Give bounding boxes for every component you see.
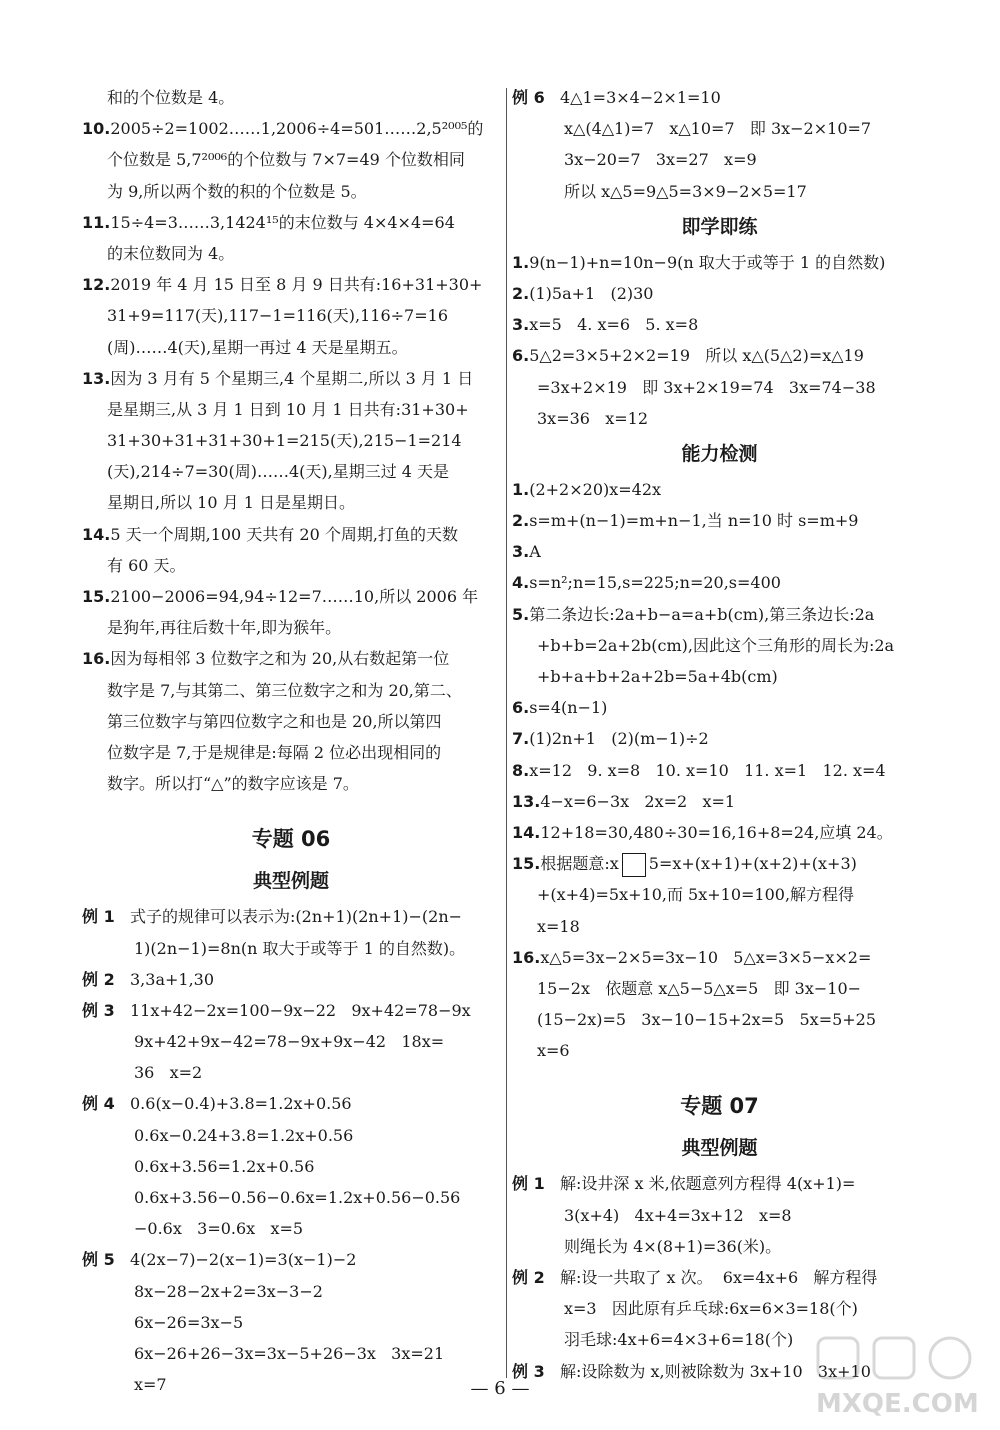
answer-line xyxy=(512,247,927,278)
example-line xyxy=(82,1213,500,1244)
example-line xyxy=(82,933,500,964)
line-text: x=7 xyxy=(134,1375,167,1395)
line-text: 3,3a+1,30 xyxy=(130,969,215,989)
item-number: 8. xyxy=(512,760,530,780)
answer-line xyxy=(512,403,927,434)
line-text: 因为 3 月有 5 个星期三,4 个星期二,所以 3 月 1 日 xyxy=(110,368,474,388)
line-text: 第三位数字与第四位数字之和也是 20,所以第四 xyxy=(107,711,442,731)
line-text: x△(4△1)=7 x△10=7 即 3x−2×10=7 xyxy=(564,119,872,139)
example-label: 例 3 xyxy=(82,1000,115,1020)
answer-line xyxy=(82,144,500,175)
line-text: 5 天一个周期,100 天共有 20 个周期,打鱼的天数 xyxy=(110,524,458,544)
line-text: 解:设井深 x 米,依题意列方程得 4(x+1)= xyxy=(560,1174,856,1194)
item-number: 16. xyxy=(82,649,111,669)
example-line xyxy=(512,176,927,207)
answer-line xyxy=(512,1004,927,1035)
typical-examples-heading: 典型例题 xyxy=(252,870,329,893)
line-text: =3x+2×19 即 3x+2×19=74 3x=74−38 xyxy=(537,377,876,397)
line-text: 3x=36 x=12 xyxy=(537,408,649,428)
spacer xyxy=(512,1066,927,1084)
answer-line xyxy=(82,238,500,269)
line-text: 数字。所以打“△”的数字应该是 7。 xyxy=(107,774,359,794)
line-text: x△5=3x−2×5=3x−10 5△x=3×5−x×2= xyxy=(540,947,872,967)
line-text: x=18 xyxy=(537,916,580,936)
right-column xyxy=(512,82,927,1387)
line-text: 31+30+31+31+30+1=215(天),215−1=214 xyxy=(107,431,462,451)
example-label: 例 2 xyxy=(82,969,115,989)
line-text: 有 60 天。 xyxy=(107,555,186,575)
item-number: 10. xyxy=(82,119,111,139)
example-line xyxy=(82,964,500,995)
answer-line xyxy=(512,942,927,973)
example-line xyxy=(512,82,927,113)
line-text: 6x−26=3x−5 xyxy=(134,1312,244,1332)
example-line xyxy=(82,1151,500,1182)
answer-line xyxy=(82,612,500,643)
answer-line xyxy=(82,675,500,706)
page-number: — 6 — xyxy=(470,1378,530,1399)
item-number: 6. xyxy=(512,346,530,366)
item-number: 13. xyxy=(512,791,541,811)
line-text: 的末位数同为 4。 xyxy=(107,243,235,263)
answer-line xyxy=(512,755,927,786)
left-examples xyxy=(82,901,500,1400)
line-text: A xyxy=(529,542,541,562)
example-line xyxy=(512,144,927,175)
example-line xyxy=(512,1200,927,1231)
answer-line xyxy=(512,536,927,567)
example-line xyxy=(82,1307,500,1338)
item-number: 1. xyxy=(512,479,530,499)
answer-line xyxy=(512,692,927,723)
example-label: 例 6 xyxy=(512,88,545,107)
item-number: 12. xyxy=(82,275,111,295)
line-text: 是狗年,再往后数十年,即为猴年。 xyxy=(107,618,342,638)
example-line xyxy=(82,1276,500,1307)
line-text: 5△2=3×5+2×2=19 所以 x△(5△2)=x△19 xyxy=(529,346,864,366)
answer-line xyxy=(82,550,500,581)
answer-line xyxy=(82,269,500,300)
example-label: 例 1 xyxy=(512,1174,545,1194)
line-text: (天),214÷7=30(周)……4(天),星期三过 4 天是 xyxy=(107,462,450,482)
answer-line xyxy=(512,372,927,403)
answer-line xyxy=(82,363,500,394)
example-label: 例 3 xyxy=(512,1361,545,1381)
answer-line xyxy=(512,723,927,754)
item-number: 3. xyxy=(512,542,530,562)
line-text: 36 x=2 xyxy=(134,1063,203,1083)
answer-line xyxy=(82,581,500,612)
example-line xyxy=(82,1088,500,1119)
line-text: 2100−2006=94,94÷12=7……10,所以 2006 年 xyxy=(110,587,479,606)
item-number: 15. xyxy=(82,587,111,606)
line-text: 是星期三,从 3 月 1 日到 10 月 1 日共有:31+30+ xyxy=(107,399,469,419)
example-line xyxy=(512,1231,927,1262)
line-text: 11x+42−2x=100−9x−22 9x+42=78−9x xyxy=(130,1000,471,1020)
line-text: +b+a+b+2a+2b=5a+4b(cm) xyxy=(537,667,778,686)
example-label: 例 4 xyxy=(82,1094,115,1114)
answer-line xyxy=(82,82,500,113)
line-text: 个位数是 5,7²⁰⁰⁶的个位数与 7×7=49 个位数相同 xyxy=(107,150,465,170)
answer-line xyxy=(512,1035,927,1066)
line-text: x=5 4. x=6 5. x=8 xyxy=(529,315,699,335)
item-number: 13. xyxy=(82,368,111,388)
answer-line xyxy=(512,879,927,910)
line-text: 9(n−1)+n=10n−9(n 取大于或等于 1 的自然数) xyxy=(529,252,886,272)
line-text: 解:设除数为 x,则被除数为 3x+10 3x+10 xyxy=(560,1361,871,1381)
left-answer-lines xyxy=(82,82,500,799)
line-text: 0.6x−0.24+3.8=1.2x+0.56 xyxy=(134,1125,354,1145)
line-text: 2019 年 4 月 15 日至 8 月 9 日共有:16+31+30+ xyxy=(110,275,483,295)
line-text: 0.6x+3.56−0.56−0.6x=1.2x+0.56−0.56 xyxy=(134,1188,461,1207)
typical-examples-heading: 典型例题 xyxy=(681,1137,758,1160)
line-text: 4−x=6−3x 2x=2 x=1 xyxy=(540,791,736,811)
spacer xyxy=(82,799,500,817)
line-text: 1)(2n−1)=8n(n 取大于或等于 1 的自然数)。 xyxy=(134,938,466,958)
line-text: 0.6(x−0.4)+3.8=1.2x+0.56 xyxy=(130,1094,352,1114)
example-line xyxy=(82,1244,500,1275)
line-text: (1)5a+1 (2)30 xyxy=(529,283,654,303)
line-text: 15÷4=3……3,1424¹⁵的末位数与 4×4×4=64 xyxy=(110,212,455,232)
line-text: 6x−26+26−3x=3x−5+26−3x 3x=21 xyxy=(134,1343,445,1363)
example-label: 例 2 xyxy=(512,1268,545,1287)
answer-line xyxy=(512,340,927,371)
answer-line xyxy=(82,300,500,331)
line-text: 根据题意:x xyxy=(540,854,619,874)
line-text: 和的个位数是 4。 xyxy=(107,88,235,107)
answer-line xyxy=(82,643,500,674)
line-text: 解:设一共取了 x 次。 6x=4x+6 解方程得 xyxy=(560,1268,878,1287)
answer-line xyxy=(82,425,500,456)
answer-line xyxy=(512,309,927,340)
item-number: 2. xyxy=(512,511,530,531)
line-text: 羽毛球:4x+6=4×3+6=18(个) xyxy=(564,1330,794,1350)
line-text: (15−2x)=5 3x−10−15+2x=5 5x=5+25 xyxy=(537,1010,877,1030)
line-text: 0.6x+3.56=1.2x+0.56 xyxy=(134,1156,315,1176)
line-text: 15−2x 依题意 x△5−5△x=5 即 3x−10− xyxy=(537,978,862,998)
line-text: 为 9,所以两个数的积的个位数是 5。 xyxy=(107,181,367,201)
line-text: 4△1=3×4−2×1=10 xyxy=(560,88,721,107)
example-label: 例 5 xyxy=(82,1250,115,1270)
answer-line xyxy=(512,848,927,879)
operator-box xyxy=(622,853,646,877)
line-text: 数字是 7,与其第二、第三位数字之和为 20,第二、 xyxy=(107,680,462,700)
answer-line xyxy=(82,519,500,550)
item-number: 5. xyxy=(512,604,530,624)
answer-line xyxy=(512,278,927,309)
item-number: 14. xyxy=(512,822,541,842)
answer-line xyxy=(512,911,927,942)
answer-line xyxy=(82,113,500,144)
line-text: s=n²;n=15,s=225;n=20,s=400 xyxy=(529,573,781,593)
example-line xyxy=(82,1338,500,1369)
example-line xyxy=(512,1262,927,1293)
example-line xyxy=(82,1057,500,1088)
line-text: 8x−28−2x+2=3x−3−2 xyxy=(134,1281,323,1301)
line-text: s=4(n−1) xyxy=(529,698,608,718)
example-line xyxy=(512,1293,927,1324)
line-text: 位数字是 7,于是规律是:每隔 2 位必出现相同的 xyxy=(107,742,442,762)
line-text: 9x+42+9x−42=78−9x+9x−42 18x= xyxy=(134,1032,445,1052)
ability-heading: 能力检测 xyxy=(681,442,758,465)
example-label: 例 1 xyxy=(82,907,115,927)
line-text: 星期日,所以 10 月 1 日是星期日。 xyxy=(107,493,355,513)
practice-answers xyxy=(512,247,927,434)
item-number: 16. xyxy=(512,947,541,967)
answer-line xyxy=(512,786,927,817)
answer-line xyxy=(82,332,500,363)
item-number: 6. xyxy=(512,698,530,718)
example-6 xyxy=(512,82,927,207)
practice-heading: 即学即练 xyxy=(681,215,758,238)
line-text: s=m+(n−1)=m+n−1,当 n=10 时 s=m+9 xyxy=(529,511,859,531)
answer-line xyxy=(82,737,500,768)
answer-line xyxy=(82,706,500,737)
answer-line xyxy=(512,505,927,536)
line-text: 则绳长为 4×(8+1)=36(米)。 xyxy=(564,1236,782,1256)
item-number: 1. xyxy=(512,252,530,272)
answer-line xyxy=(82,394,500,425)
line-text: 因为每相邻 3 位数字之和为 20,从右数起第一位 xyxy=(110,649,450,669)
line-text: 12+18=30,480÷30=16,16+8=24,应填 24。 xyxy=(540,822,893,842)
left-column xyxy=(82,82,500,1400)
ability-answers xyxy=(512,474,927,1067)
answer-line xyxy=(82,487,500,518)
item-number: 2. xyxy=(512,283,530,303)
watermark-logo xyxy=(810,1334,986,1420)
example-line xyxy=(82,1182,500,1213)
line-text: x=3 因此原有乒乓球:6x=6×3=18(个) xyxy=(564,1299,858,1319)
topic-07-heading: 专题 07 xyxy=(680,1094,759,1119)
example-line xyxy=(82,1026,500,1057)
item-number: 11. xyxy=(82,212,111,232)
answer-line xyxy=(512,599,927,630)
item-number: 3. xyxy=(512,315,530,335)
answer-line xyxy=(512,661,927,692)
example-line xyxy=(82,995,500,1026)
line-text: 所以 x△5=9△5=3×9−2×5=17 xyxy=(564,181,807,201)
answer-line xyxy=(512,817,927,848)
line-text: 5=x+(x+1)+(x+2)+(x+3) xyxy=(648,854,857,874)
example-line xyxy=(512,1168,927,1199)
line-text: −0.6x 3=0.6x x=5 xyxy=(134,1219,304,1239)
answer-line xyxy=(512,973,927,1004)
line-text: +b+b=2a+2b(cm),因此这个三角形的周长为:2a xyxy=(537,635,895,655)
line-text: (1)2n+1 (2)(m−1)÷2 xyxy=(529,729,709,749)
example-line xyxy=(512,113,927,144)
item-number: 7. xyxy=(512,729,530,749)
answer-line xyxy=(82,456,500,487)
line-text: 4(2x−7)−2(x−1)=3(x−1)−2 xyxy=(130,1250,357,1270)
answer-line xyxy=(82,176,500,207)
item-number: 15. xyxy=(512,854,541,874)
answer-line xyxy=(82,768,500,799)
line-text: 3x−20=7 3x=27 x=9 xyxy=(564,150,757,170)
line-text: 2005÷2=1002……1,2006÷4=501……2,5²⁰⁰⁵的 xyxy=(110,119,484,139)
answer-line xyxy=(512,474,927,505)
example-line xyxy=(82,1120,500,1151)
line-text: 第二条边长:2a+b−a=a+b(cm),第三条边长:2a xyxy=(529,604,875,624)
line-text: x=6 xyxy=(537,1041,570,1061)
answer-line xyxy=(512,567,927,598)
answer-line xyxy=(512,630,927,661)
example-line xyxy=(82,901,500,932)
item-number: 4. xyxy=(512,573,530,593)
watermark-url: MXQE.COM xyxy=(816,1389,979,1419)
line-text: (2+2×20)x=42x xyxy=(529,479,662,499)
line-text: +(x+4)=5x+10,而 5x+10=100,解方程得 xyxy=(537,885,855,905)
line-text: 3(x+4) 4x+4=3x+12 x=8 xyxy=(564,1205,792,1225)
topic-06-heading: 专题 06 xyxy=(251,827,331,852)
line-text: 式子的规律可以表示为:(2n+1)(2n+1)−(2n− xyxy=(130,907,463,927)
item-number: 14. xyxy=(82,524,111,544)
column-divider xyxy=(506,88,507,1378)
answer-line xyxy=(82,207,500,238)
line-text: x=12 9. x=8 10. x=10 11. x=1 12. x=4 xyxy=(529,760,886,780)
line-text: (周)……4(天),星期一再过 4 天是星期五。 xyxy=(107,337,408,357)
line-text: 31+9=117(天),117−1=116(天),116÷7=16 xyxy=(107,306,448,326)
